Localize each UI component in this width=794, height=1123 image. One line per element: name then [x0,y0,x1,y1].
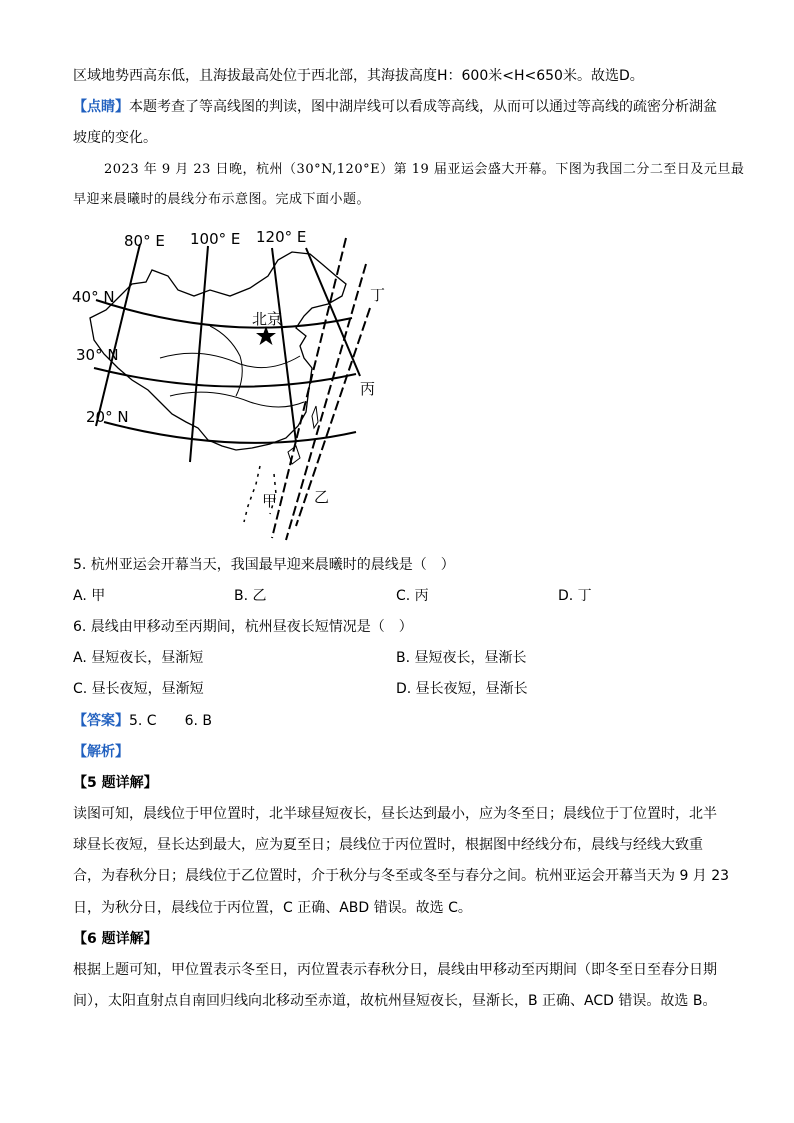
river-line [160,353,300,367]
detail5-heading: 【5 题详解】 [73,775,158,791]
terminator-map-figure [60,226,400,546]
text-line: 坡度的变化。 [73,130,157,146]
q6-option-a: A. 昼短夜长，昼渐短 [73,650,204,666]
detail6-line: 根据上题可知，甲位置表示冬至日，丙位置表示春秋分日，晨线由甲移动至丙期间（即冬至日至春分日期 [73,962,717,978]
intro-line-2: 早迎来晨曦时的晨线分布示意图。完成下面小题。 [73,192,371,207]
answer-label: 【答案】 [73,713,129,729]
q5-option-d: D. 丁 [558,588,592,604]
island [312,406,318,428]
detail5-line: 球昼长夜短，昼长达到最大，应为夏至日；晨线位于丙位置时，根据图中经线分布，晨线与经线大致重 [73,837,703,853]
detail6-heading: 【6 题详解】 [73,931,158,947]
detail5-line: 合，为春秋分日；晨线位于乙位置时，介于秋分与冬至或冬至与春分之间。杭州亚运会开幕当天为 9 月 23 [73,868,730,884]
dianjing-text: 本题考查了等高线图的判读，图中湖岸线可以看成等高线，从而可以通过等高线的疏密分析湖盆 [129,99,717,115]
answer-text: 5. C 6. B [129,713,212,729]
dianjing-label: 【点睛】 [73,99,129,115]
label-jia: 甲 [262,492,278,510]
lon-label-80e: 80° E [124,232,165,250]
text-line: 区域地势西高东低，且海拔最高处位于西北部，其海拔高度H：600米<H<650米。故选D。 [73,68,644,84]
beijing-label: 北京 [252,310,283,328]
lon-label-100e: 100° E [190,230,241,248]
q5-stem: 5. 杭州亚运会开幕当天，我国最早迎来晨曦时的晨线是（ ） [73,557,455,573]
lon-label-120e: 120° E [256,228,307,246]
answer-line [73,711,212,731]
dianjing-line [73,97,717,117]
intro-line-1: 2023 年 9 月 23 日晚，杭州（30°N,120°E）第 19 届亚运会盛大开幕。下图为我国二分二至日及元旦最 [104,162,745,177]
terminator-yi [296,308,370,526]
label-yi: 乙 [314,488,330,506]
lat-label-20n: 20° N [86,408,129,426]
lat-label-40n: 40° N [72,288,115,306]
label-bing: 丙 [360,380,376,398]
q6-stem: 6. 晨线由甲移动至丙期间，杭州昼夜长短情况是（ ） [73,619,413,635]
detail6-line: 间），太阳直射点自南回归线向北移动至赤道，故杭州昼短夜长，昼渐长，B 正确、ACD 错误。故选 B。 [73,993,717,1009]
meridian-80e [96,244,140,426]
q5-option-c: C. 丙 [396,588,429,604]
detail5-line: 日，为秋分日，晨线位于丙位置，C 正确、ABD 错误。故选 C。 [73,900,472,916]
q5-option-a: A. 甲 [73,588,106,604]
terminator-jia [272,238,346,538]
q6-option-c: C. 昼长夜短，昼渐短 [73,681,204,697]
parallel-40n [96,300,352,328]
q5-option-b: B. 乙 [234,588,267,604]
q6-option-b: B. 昼短夜长，昼渐长 [396,650,527,666]
detail5-line: 读图可知，晨线位于甲位置时，北半球昼短夜长，昼长达到最小，应为冬至日；晨线位于丁位置时，北半 [73,806,717,822]
meridian-120e [272,248,296,442]
parallel-30n [94,368,356,387]
label-ding: 丁 [370,286,386,304]
beijing-star-icon [256,326,276,345]
lat-label-30n: 30° N [76,346,119,364]
analysis-label: 【解析】 [73,744,129,760]
q6-option-d: D. 昼长夜短，昼渐长 [396,681,528,697]
